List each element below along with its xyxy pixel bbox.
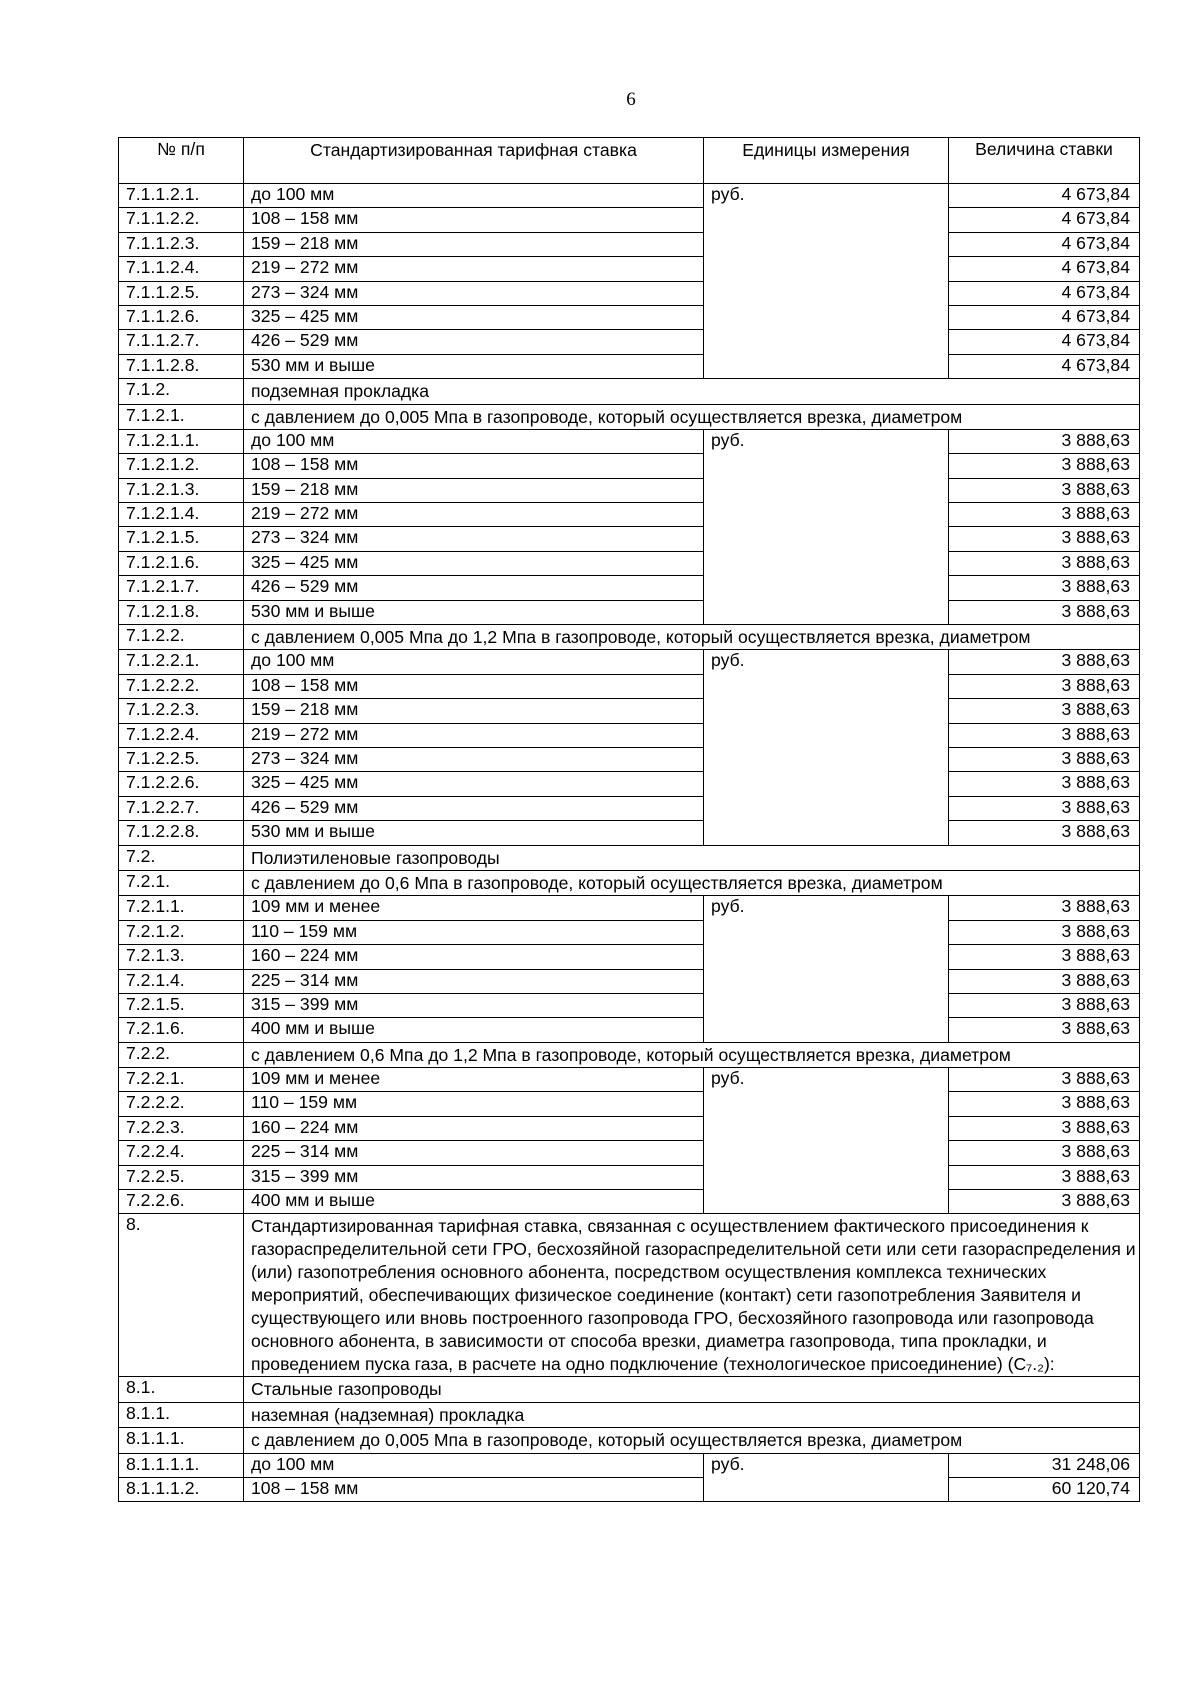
section-num: 8.1.	[119, 1377, 244, 1402]
row-diameter: 273 – 324 мм	[244, 747, 704, 771]
table-row	[119, 478, 1140, 502]
row-value: 3 888,63	[949, 699, 1140, 723]
row-diameter: 159 – 218 мм	[244, 232, 704, 256]
row-unit: руб.	[704, 1453, 949, 1502]
row-diameter: 109 мм и менее	[244, 896, 704, 920]
table-row	[119, 1018, 1140, 1042]
table-row	[119, 232, 1140, 256]
section-title: с давлением до 0,6 Мпа в газопроводе, который осуществляется врезка, диаметром	[244, 870, 1140, 895]
table-row	[119, 354, 1140, 378]
section-row	[119, 1214, 1140, 1377]
row-diameter: 325 – 425 мм	[244, 305, 704, 329]
row-num: 7.1.2.1.8.	[119, 600, 244, 624]
row-num: 7.2.1.2.	[119, 920, 244, 944]
row-diameter: 160 – 224 мм	[244, 945, 704, 969]
section-num: 7.2.	[119, 845, 244, 870]
row-diameter: 108 – 158 мм	[244, 454, 704, 478]
tariff-table	[118, 137, 1140, 1502]
row-num: 7.1.2.2.1.	[119, 650, 244, 674]
row-value: 4 673,84	[949, 305, 1140, 329]
row-value: 3 888,63	[949, 1068, 1140, 1092]
row-value: 60 120,74	[949, 1477, 1140, 1501]
section-title: с давлением до 0,005 Мпа в газопроводе, который осуществляется врезка, диаметром	[244, 404, 1140, 429]
table-row	[119, 896, 1140, 920]
row-value: 3 888,63	[949, 674, 1140, 698]
table-row	[119, 747, 1140, 771]
table-row	[119, 969, 1140, 993]
row-diameter: до 100 мм	[244, 429, 704, 453]
row-num: 7.1.2.1.4.	[119, 503, 244, 527]
row-value: 3 888,63	[949, 821, 1140, 845]
row-diameter: 426 – 529 мм	[244, 796, 704, 820]
row-num: 7.1.1.2.4.	[119, 257, 244, 281]
row-value: 3 888,63	[949, 772, 1140, 796]
row-num: 7.2.1.3.	[119, 945, 244, 969]
section-title: Полиэтиленовые газопроводы	[244, 845, 1140, 870]
section-num: 7.1.2.2.	[119, 625, 244, 650]
row-value: 3 888,63	[949, 650, 1140, 674]
table-row	[119, 945, 1140, 969]
table-row	[119, 993, 1140, 1017]
row-num: 7.1.2.2.5.	[119, 747, 244, 771]
row-num: 7.2.1.1.	[119, 896, 244, 920]
section-title: Стальные газопроводы	[244, 1377, 1140, 1402]
row-diameter: 426 – 529 мм	[244, 330, 704, 354]
row-value: 3 888,63	[949, 429, 1140, 453]
row-value: 3 888,63	[949, 896, 1140, 920]
row-value: 3 888,63	[949, 1092, 1140, 1116]
row-value: 3 888,63	[949, 1116, 1140, 1140]
section-num: 8.	[119, 1214, 244, 1377]
row-diameter: 325 – 425 мм	[244, 772, 704, 796]
section-title: подземная прокладка	[244, 379, 1140, 404]
row-value: 3 888,63	[949, 1018, 1140, 1042]
row-value: 3 888,63	[949, 920, 1140, 944]
row-value: 3 888,63	[949, 796, 1140, 820]
row-num: 7.1.2.2.3.	[119, 699, 244, 723]
row-value: 3 888,63	[949, 503, 1140, 527]
row-num: 7.1.1.2.6.	[119, 305, 244, 329]
section-num: 7.1.2.	[119, 379, 244, 404]
section-row	[119, 870, 1140, 895]
row-num: 7.2.2.1.	[119, 1068, 244, 1092]
row-diameter: 108 – 158 мм	[244, 208, 704, 232]
table-row	[119, 257, 1140, 281]
row-num: 7.1.2.2.8.	[119, 821, 244, 845]
row-diameter: 325 – 425 мм	[244, 551, 704, 575]
section-title: с давлением 0,6 Мпа до 1,2 Мпа в газопроводе, который осуществляется врезка, диаметром	[244, 1042, 1140, 1067]
section-title: с давлением до 0,005 Мпа в газопроводе, который осуществляется врезка, диаметром	[244, 1428, 1140, 1453]
row-value: 3 888,63	[949, 600, 1140, 624]
row-num: 7.1.1.2.2.	[119, 208, 244, 232]
row-value: 3 888,63	[949, 1141, 1140, 1165]
header-value: Величина ставки	[949, 138, 1140, 184]
row-value: 4 673,84	[949, 184, 1140, 208]
table-row	[119, 305, 1140, 329]
row-num: 7.1.2.2.7.	[119, 796, 244, 820]
section-row	[119, 379, 1140, 404]
row-num: 7.1.1.2.1.	[119, 184, 244, 208]
table-row	[119, 1477, 1140, 1501]
row-diameter: 219 – 272 мм	[244, 503, 704, 527]
table-row	[119, 208, 1140, 232]
row-unit: руб.	[704, 184, 949, 379]
table-row	[119, 1190, 1140, 1214]
row-num: 7.1.1.2.7.	[119, 330, 244, 354]
table-row	[119, 527, 1140, 551]
row-value: 4 673,84	[949, 281, 1140, 305]
table-row	[119, 920, 1140, 944]
row-value: 4 673,84	[949, 330, 1140, 354]
table-row	[119, 674, 1140, 698]
row-diameter: 225 – 314 мм	[244, 969, 704, 993]
row-num: 7.2.1.4.	[119, 969, 244, 993]
row-diameter: 159 – 218 мм	[244, 478, 704, 502]
row-num: 7.1.2.1.5.	[119, 527, 244, 551]
table-row	[119, 281, 1140, 305]
table-row	[119, 1453, 1140, 1477]
row-diameter: 273 – 324 мм	[244, 527, 704, 551]
row-num: 7.1.2.1.7.	[119, 576, 244, 600]
section-title: с давлением 0,005 Мпа до 1,2 Мпа в газопроводе, который осуществляется врезка, диаметром	[244, 625, 1140, 650]
row-num: 7.2.2.4.	[119, 1141, 244, 1165]
row-unit: руб.	[704, 650, 949, 845]
table-header-row	[119, 138, 1140, 184]
page-number: 6	[626, 89, 636, 110]
row-unit: руб.	[704, 1068, 949, 1214]
row-num: 7.1.1.2.3.	[119, 232, 244, 256]
section-num: 8.1.1.1.	[119, 1428, 244, 1453]
section-row	[119, 845, 1140, 870]
row-num: 7.1.2.1.6.	[119, 551, 244, 575]
table-row	[119, 1068, 1140, 1092]
row-diameter: 315 – 399 мм	[244, 993, 704, 1017]
table-row	[119, 821, 1140, 845]
row-diameter: до 100 мм	[244, 184, 704, 208]
section-title: Стандартизированная тарифная ставка, связанная с осуществлением фактического присоединения к газораспределительной сети ГРО, бесхозяйной газораспределительной сети или сети газораспределения и (или) газопотребления основного абонента, посредством осуществления комплекса технических мероприятий, обеспечивающих физическое соединение (контакт) сети газопотребления Заявителя и существующего или вновь построенного газопровода ГРО, бесхозяйного газопровода или газопровода основного абонента, в зависимости от способа врезки, диаметра газопровода, типа прокладки, и проведением пуска газа, в расчете на одно подключение (технологическое присоединение) (C₇.₂):	[244, 1214, 1140, 1377]
row-diameter: 219 – 272 мм	[244, 723, 704, 747]
section-row	[119, 1042, 1140, 1067]
section-row	[119, 625, 1140, 650]
table-row	[119, 1116, 1140, 1140]
table-row	[119, 650, 1140, 674]
table-row	[119, 1092, 1140, 1116]
row-value: 3 888,63	[949, 478, 1140, 502]
row-diameter: 530 мм и выше	[244, 600, 704, 624]
section-num: 7.2.1.	[119, 870, 244, 895]
row-value: 3 888,63	[949, 454, 1140, 478]
row-diameter: 400 мм и выше	[244, 1190, 704, 1214]
table-row	[119, 429, 1140, 453]
row-num: 8.1.1.1.2.	[119, 1477, 244, 1501]
row-diameter: 315 – 399 мм	[244, 1165, 704, 1189]
table-row	[119, 454, 1140, 478]
table-row	[119, 551, 1140, 575]
table-row	[119, 796, 1140, 820]
row-value: 4 673,84	[949, 257, 1140, 281]
section-num: 8.1.1.	[119, 1402, 244, 1427]
row-value: 3 888,63	[949, 1190, 1140, 1214]
row-diameter: 225 – 314 мм	[244, 1141, 704, 1165]
row-diameter: 110 – 159 мм	[244, 920, 704, 944]
section-row	[119, 1377, 1140, 1402]
row-num: 7.1.2.1.1.	[119, 429, 244, 453]
section-num: 7.1.2.1.	[119, 404, 244, 429]
row-num: 7.1.2.2.6.	[119, 772, 244, 796]
row-value: 3 888,63	[949, 747, 1140, 771]
row-num: 7.2.2.2.	[119, 1092, 244, 1116]
row-value: 3 888,63	[949, 576, 1140, 600]
row-value: 3 888,63	[949, 723, 1140, 747]
row-diameter: 109 мм и менее	[244, 1068, 704, 1092]
table-row	[119, 184, 1140, 208]
row-num: 7.2.1.6.	[119, 1018, 244, 1042]
row-num: 7.1.2.1.3.	[119, 478, 244, 502]
row-diameter: 273 – 324 мм	[244, 281, 704, 305]
table-row	[119, 1141, 1140, 1165]
row-diameter: 426 – 529 мм	[244, 576, 704, 600]
row-num: 7.2.2.3.	[119, 1116, 244, 1140]
row-num: 7.1.1.2.8.	[119, 354, 244, 378]
row-diameter: 400 мм и выше	[244, 1018, 704, 1042]
row-value: 3 888,63	[949, 527, 1140, 551]
row-num: 7.1.2.2.2.	[119, 674, 244, 698]
header-unit: Единицы измерения	[704, 138, 949, 184]
row-value: 3 888,63	[949, 1165, 1140, 1189]
row-diameter: 530 мм и выше	[244, 354, 704, 378]
row-diameter: 530 мм и выше	[244, 821, 704, 845]
row-num: 7.1.2.2.4.	[119, 723, 244, 747]
row-diameter: до 100 мм	[244, 1453, 704, 1477]
row-diameter: 219 – 272 мм	[244, 257, 704, 281]
row-diameter: 160 – 224 мм	[244, 1116, 704, 1140]
row-value: 31 248,06	[949, 1453, 1140, 1477]
row-diameter: 108 – 158 мм	[244, 674, 704, 698]
row-value: 4 673,84	[949, 354, 1140, 378]
row-value: 3 888,63	[949, 993, 1140, 1017]
row-num: 7.1.2.1.2.	[119, 454, 244, 478]
row-diameter: 159 – 218 мм	[244, 699, 704, 723]
row-num: 7.1.1.2.5.	[119, 281, 244, 305]
row-diameter: 108 – 158 мм	[244, 1477, 704, 1501]
table-row	[119, 699, 1140, 723]
row-diameter: до 100 мм	[244, 650, 704, 674]
table-row	[119, 600, 1140, 624]
row-num: 7.2.2.5.	[119, 1165, 244, 1189]
table-row	[119, 723, 1140, 747]
table-row	[119, 330, 1140, 354]
row-diameter: 110 – 159 мм	[244, 1092, 704, 1116]
table-row	[119, 1165, 1140, 1189]
row-unit: руб.	[704, 429, 949, 624]
section-row	[119, 1402, 1140, 1427]
row-value: 4 673,84	[949, 208, 1140, 232]
section-num: 7.2.2.	[119, 1042, 244, 1067]
row-num: 8.1.1.1.1.	[119, 1453, 244, 1477]
row-value: 4 673,84	[949, 232, 1140, 256]
table-row	[119, 503, 1140, 527]
header-num: № п/п	[119, 138, 244, 184]
header-name: Стандартизированная тарифная ставка	[244, 138, 704, 184]
row-value: 3 888,63	[949, 945, 1140, 969]
row-num: 7.2.1.5.	[119, 993, 244, 1017]
row-value: 3 888,63	[949, 969, 1140, 993]
table-row	[119, 576, 1140, 600]
row-value: 3 888,63	[949, 551, 1140, 575]
row-num: 7.2.2.6.	[119, 1190, 244, 1214]
section-row	[119, 1428, 1140, 1453]
section-row	[119, 404, 1140, 429]
table-row	[119, 772, 1140, 796]
row-unit: руб.	[704, 896, 949, 1042]
section-title: наземная (надземная) прокладка	[244, 1402, 1140, 1427]
